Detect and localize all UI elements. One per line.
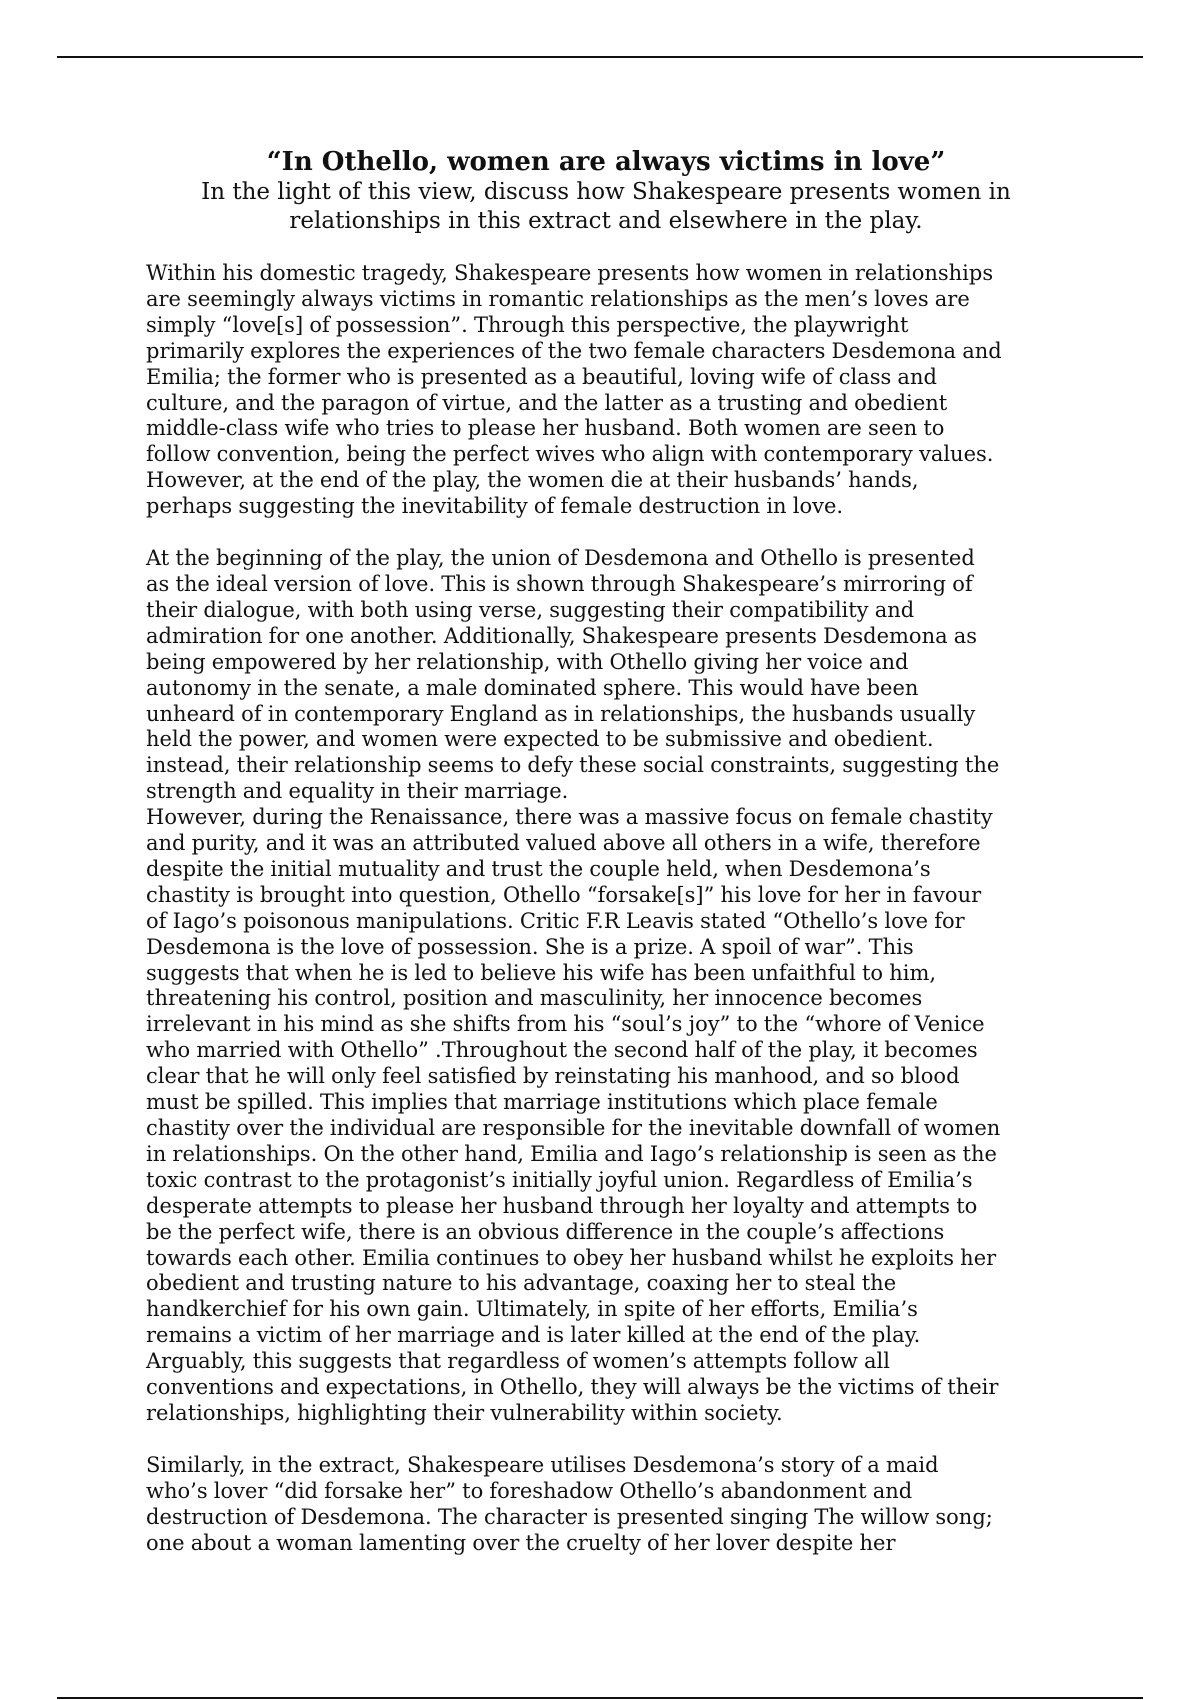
essay-body: [146, 261, 1066, 1557]
paragraph-extract-willow-song: Similarly, in the extract, Shakespeare utilises Desdemona’s story of a maid who’s lover “did forsake her” to foreshadow Othello’s abandonment and destruction of Desdemona. The character is presented singing The willow song; one about a woman lamenting over the cruelty of her lover despite her: [146, 1452, 993, 1555]
paragraph-ideal-love: At the beginning of the play, the union of Desdemona and Othello is presented as the ideal version of love. This is shown through Shakespeare’s mirroring of their dialogue, with both using verse, suggesting their compatibility and admiration for one another. Additionally, Shakespeare presents Desdemona as being empowered by her relationship, with Othello giving her voice and autonomy in the senate, a male dominated sphere. This would have been unheard of in contemporary England as in relationships, the husbands usually held the power, and women were expected to be submissive and obedient. instead, their relationship seems to defy these social constraints, suggesting the strength and equality in their marriage.: [146, 546, 1000, 804]
footer-rule: [57, 1697, 1143, 1699]
paragraph-renaissance-chastity: However, during the Renaissance, there was a massive focus on female chastity and purity, and it was an attributed valued above all others in a wife, therefore despite the initial mutuality and trust the couple held, when Desdemona’s chastity is brought into question, Othello “forsake[s]” his love for her in favour of Iago’s poisonous manipulations. Critic F.R Leavis stated “Othello’s love for Desdemona is the love of possession. She is a prize. A spoil of war”. This suggests that when he is led to believe his wife has been unfaithful to him, threatening his control, position and masculinity, her innocence becomes irrelevant in his mind as she shifts from his “soul’s joy” to the “whore of Venice who married with Othello” .Throughout the second half of the play, it becomes clear that he will only feel satisfied by reinstating his manhood, and so blood must be spilled. This implies that marriage institutions which place female chastity over the individual are responsible for the inevitable downfall of women in relationships. On the other hand, Emilia and Iago’s relationship is seen as the toxic contrast to the protagonist’s initially joyful union. Regardless of Emilia’s desperate attempts to please her husband through her loyalty and attempts to be the perfect wife, there is an obvious difference in the couple’s affections towards each other. Emilia continues to obey her husband whilst he exploits her obedient and trusting nature to his advantage, coaxing her to steal the handkerchief for his own gain. Ultimately, in spite of her efforts, Emilia’s remains a victim of her marriage and is later killed at the end of the play. Arguably, this suggests that regardless of women’s attempts follow all conventions and expectations, in Othello, they will always be the victims of their relationships, highlighting their vulnerability within society.: [146, 805, 1001, 1425]
header-rule: [57, 56, 1143, 58]
paragraph-intro: Within his domestic tragedy, Shakespeare presents how women in relationships are seemingly always victims in romantic relationships as the men’s loves are simply “love[s] of possession”. Through this perspective, the playwright primarily explores the experiences of the two female characters Desdemona and Emilia; the former who is presented as a beautiful, loving wife of class and culture, and the paragon of virtue, and the latter as a trusting and obedient middle-class wife who tries to please her husband. Both women are seen to follow convention, being the perfect wives who align with contemporary values. However, at the end of the play, the women die at their husbands’ hands, perhaps suggesting the inevitability of female destruction in love.: [146, 261, 1002, 519]
essay-question: In the light of this view, discuss how Shakespeare presents women in relationships in this extract and elsewhere in the play.: [201, 179, 1011, 234]
essay-title: “In Othello, women are always victims in love”: [266, 147, 946, 177]
essay-page: [146, 146, 1066, 1557]
